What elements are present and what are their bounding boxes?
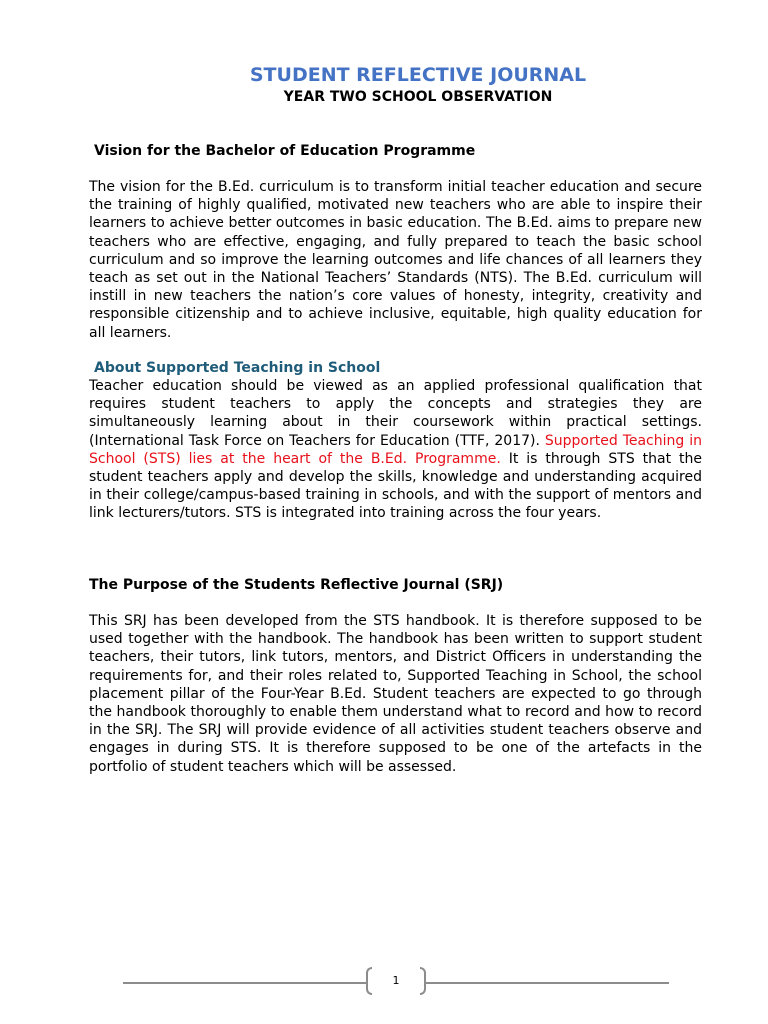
srj-heading: The Purpose of the Students Reflective Journal (SRJ) <box>89 577 504 593</box>
footer-rule-left <box>123 982 367 984</box>
footer-bracket-close <box>420 967 426 995</box>
sts-paragraph-text-1: Teacher education should be viewed as an applied professional qualification that requires student teachers to apply the concepts and strategies they are simultaneously learning about in their coursework within practical settings. (International Task Force on Teachers for Education (TTF, 2017). <box>89 378 702 449</box>
page-subtitle: YEAR TWO SCHOOL OBSERVATION <box>283 89 553 105</box>
sts-heading: About Supported Teaching in School <box>94 360 381 376</box>
vision-paragraph: The vision for the B.Ed. curriculum is to transform initial teacher education and secure the training of highly qualified, motivated new teachers who are able to inspire their learners to achieve better outcomes in basic education. The B.Ed. aims to prepare new teachers who are effective, engaging, and fully prepared to teach the basic school curriculum and so improve the learning outcomes and life chances of all learners they teach as set out in the National Teachers’ Standards (NTS). The B.Ed. curriculum will instill in new teachers the nation’s core values of honesty, integrity, creativity and responsible citizenship and to achieve inclusive, equitable, high quality education for all learners. <box>89 179 702 341</box>
page-title: STUDENT REFLECTIVE JOURNAL <box>249 64 587 86</box>
vision-heading: Vision for the Bachelor of Education Programme <box>94 143 476 159</box>
footer-rule-right <box>425 982 669 984</box>
sts-paragraph <box>89 377 702 523</box>
page-number: 1 <box>392 974 400 987</box>
srj-paragraph: This SRJ has been developed from the STS handbook. It is therefore supposed to be used together with the handbook. The handbook has been written to support student teachers, their tutors, link tutors, mentors, and District Officers in understanding the requirements for, and their roles related to, Supported Teaching in School, the school placement pillar of the Four-Year B.Ed. Student teachers are expected to go through the handbook thoroughly to enable them understand what to record and how to record in the SRJ. The SRJ will provide evidence of all activities student teachers observe and engages in during STS. It is therefore supposed to be one of the artefacts in the portfolio of student teachers which will be assessed. <box>89 613 702 775</box>
sts-paragraph-text-2: It is through STS that the student teachers apply and develop the skills, knowledge and understanding acquired in their college/campus-based training in schools, and with the support of mentors and link lecturers/tutors. STS is integrated into training across the four years. <box>89 450 703 522</box>
sts-highlight-text: Supported Teaching in School (STS) lies at the heart of the B.Ed. Programme. <box>89 432 702 467</box>
